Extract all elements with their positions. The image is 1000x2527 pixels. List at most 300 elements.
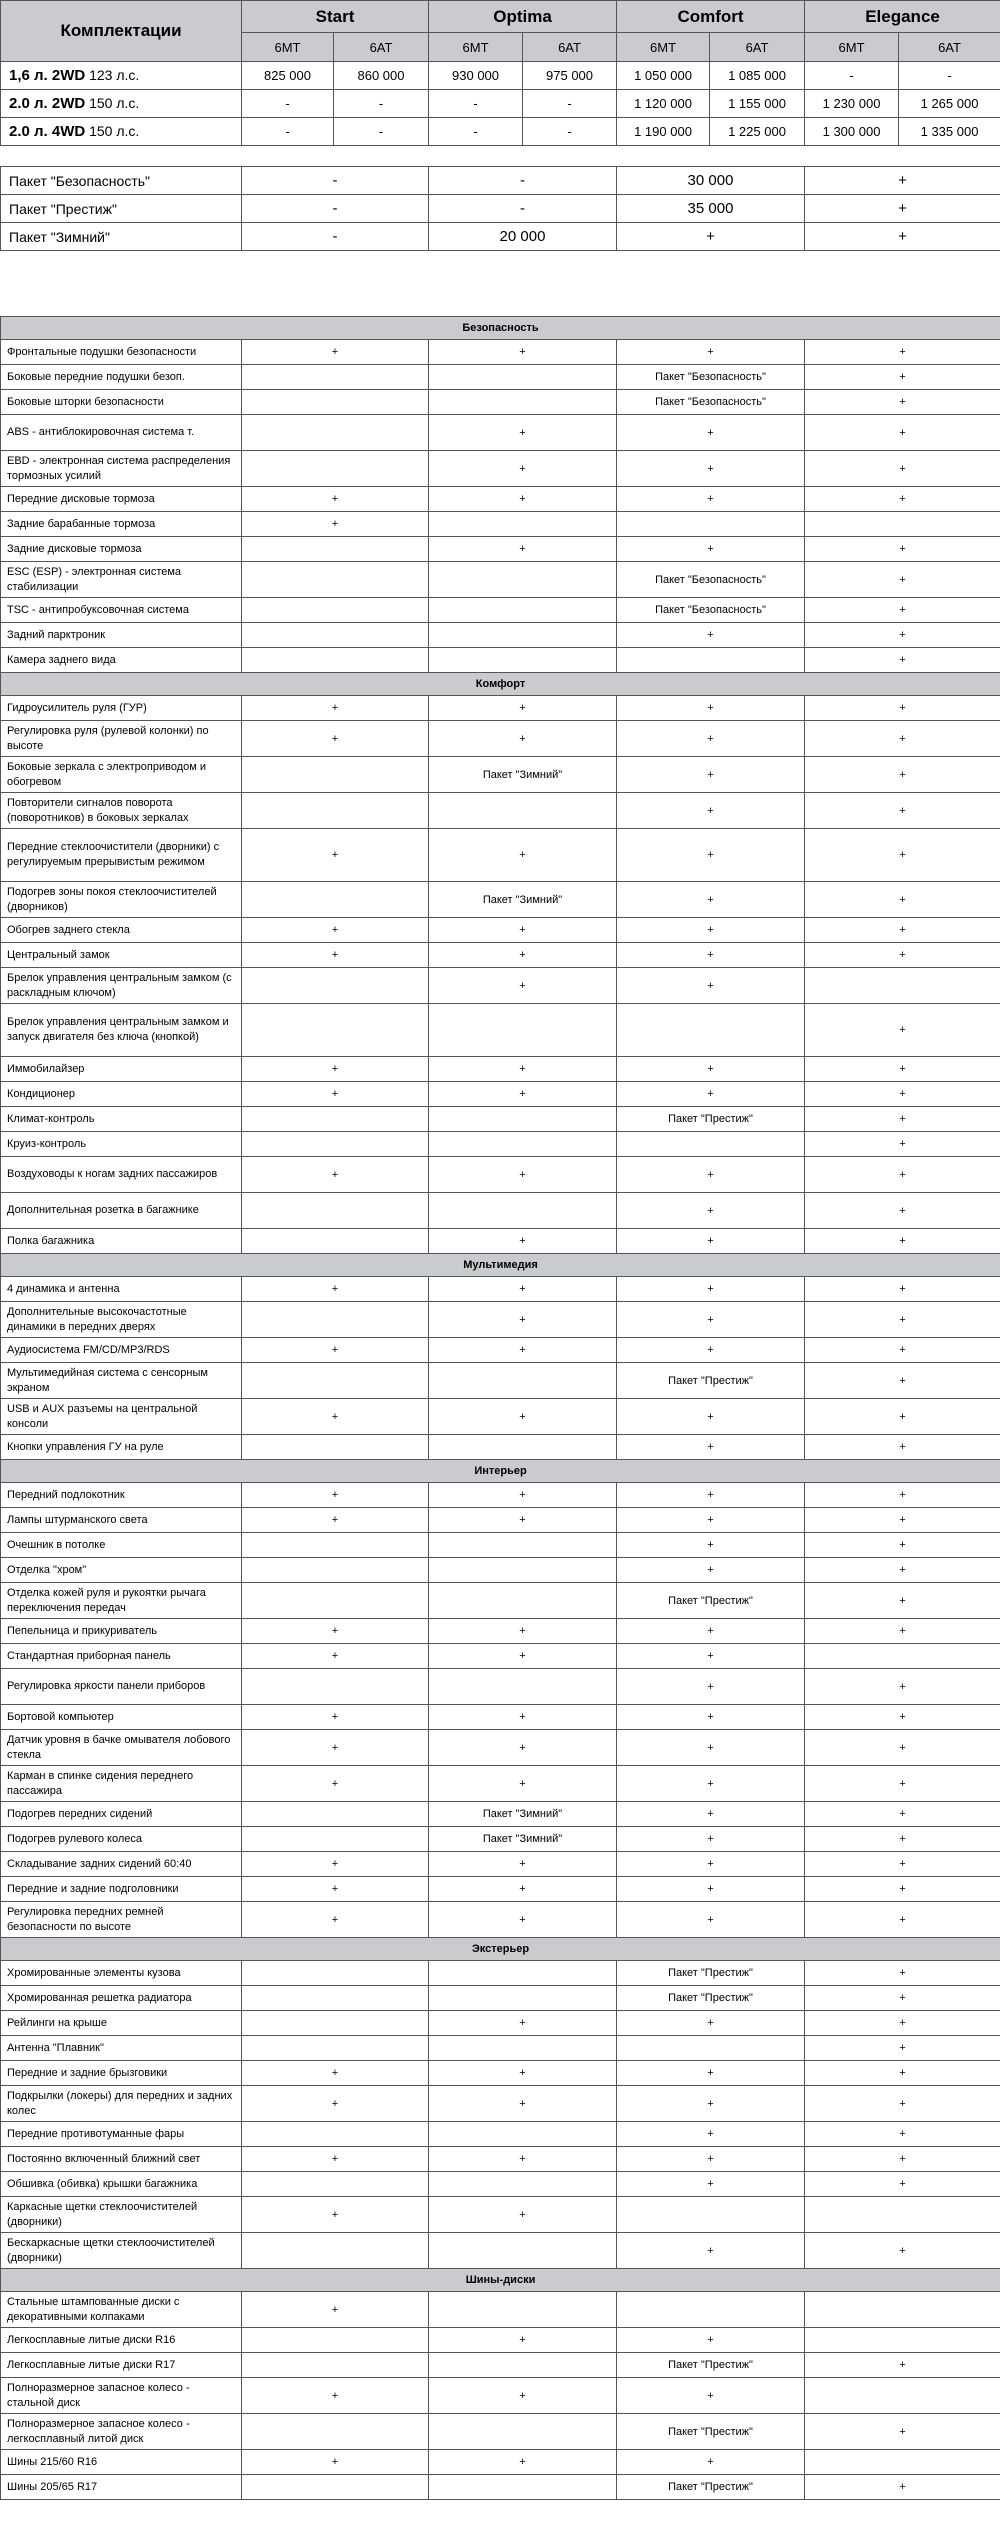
feature-value: + [429,1338,617,1363]
trim-name: Comfort [617,1,805,33]
feature-row [1,757,1000,793]
feature-value [242,1961,429,1986]
feature-value [242,2414,429,2450]
feature-name: Передние стеклоочистители (дворники) с регулируемым прерывистым режимом [1,829,242,882]
feature-value: Пакет "Престиж" [617,1107,805,1132]
feature-value: Пакет "Зимний" [429,1827,617,1852]
feature-value: + [242,943,429,968]
feature-row [1,623,1000,648]
feature-value [242,1363,429,1399]
price-cell: - [523,118,617,146]
feature-row [1,1302,1000,1338]
feature-value [805,512,1000,537]
section-header-row [1,1254,1000,1277]
feature-row [1,1705,1000,1730]
feature-name: Кнопки управления ГУ на руле [1,1435,242,1460]
feature-value: Пакет "Престиж" [617,1363,805,1399]
package-value: + [617,223,805,251]
price-cell: 975 000 [523,62,617,90]
feature-name: USB и AUX разъемы на центральной консоли [1,1399,242,1435]
feature-value [429,2036,617,2061]
feature-row [1,562,1000,598]
price-cell: 1 155 000 [710,90,805,118]
feature-value: + [242,1902,429,1938]
feature-value: + [429,1082,617,1107]
feature-name: Регулировка яркости панели приборов [1,1669,242,1705]
engine-name: 1,6 л. 2WD [9,67,86,84]
feature-row [1,598,1000,623]
feature-row [1,2197,1000,2233]
feature-name: Каркасные щетки стеклоочистителей (дворники) [1,2197,242,2233]
feature-name: Задние дисковые тормоза [1,537,242,562]
feature-row [1,1533,1000,1558]
feature-value: + [805,2061,1000,2086]
feature-value: + [617,1193,805,1229]
feature-value: + [617,537,805,562]
feature-name: Передние и задние брызговики [1,2061,242,2086]
feature-value: + [617,451,805,487]
package-value: 20 000 [429,223,617,251]
feature-name: Стальные штампованные диски с декоративными колпаками [1,2292,242,2328]
feature-name: Брелок управления центральным замком (с раскладным ключом) [1,968,242,1004]
feature-value: + [617,1483,805,1508]
feature-row [1,512,1000,537]
section-title: Безопасность [1,317,1000,340]
feature-row [1,1057,1000,1082]
feature-name: Бортовой компьютер [1,1705,242,1730]
package-row [1,195,1000,223]
feature-value [617,1132,805,1157]
engine-label [1,62,242,90]
feature-value: + [805,2233,1000,2269]
feature-name: Гидроусилитель руля (ГУР) [1,696,242,721]
feature-value: + [805,2414,1000,2450]
feature-row [1,1082,1000,1107]
feature-value: + [805,1619,1000,1644]
feature-name: Легкосплавные литые диски R17 [1,2353,242,2378]
feature-value [617,1004,805,1057]
feature-row [1,1961,1000,1986]
feature-value: + [242,1399,429,1435]
feature-value: + [805,943,1000,968]
feature-row [1,918,1000,943]
section-header-row [1,317,1000,340]
feature-row [1,340,1000,365]
feature-value: + [429,2328,617,2353]
feature-row [1,1193,1000,1229]
feature-value: + [805,415,1000,451]
engine-label [1,118,242,146]
transmission-header: 6AT [523,33,617,62]
feature-value: + [242,1057,429,1082]
feature-value: + [805,882,1000,918]
feature-value: + [617,2061,805,2086]
feature-value [429,1986,617,2011]
feature-value [429,598,617,623]
feature-row [1,1802,1000,1827]
feature-value: + [429,2147,617,2172]
feature-row [1,415,1000,451]
feature-row [1,1644,1000,1669]
package-row [1,167,1000,195]
feature-value: + [805,1852,1000,1877]
feature-value: + [242,829,429,882]
feature-value: + [617,2122,805,2147]
feature-value: Пакет "Престиж" [617,2475,805,2500]
feature-row [1,2353,1000,2378]
feature-value [242,451,429,487]
feature-value: + [805,1082,1000,1107]
feature-value [617,2036,805,2061]
feature-value: + [429,2450,617,2475]
feature-value: + [429,1277,617,1302]
engine-power: 123 л.с. [89,67,140,83]
feature-value: + [242,2061,429,2086]
feature-row [1,1483,1000,1508]
feature-row [1,2378,1000,2414]
feature-value: + [242,2086,429,2122]
feature-value: + [617,1877,805,1902]
feature-value: + [805,1132,1000,1157]
feature-value [242,793,429,829]
feature-row [1,1363,1000,1399]
feature-value [242,1132,429,1157]
feature-value [429,1107,617,1132]
feature-value [429,562,617,598]
feature-name: Стандартная приборная панель [1,1644,242,1669]
feature-value: + [805,1277,1000,1302]
feature-value: + [617,340,805,365]
feature-value: Пакет "Зимний" [429,757,617,793]
feature-name: Шины 205/65 R17 [1,2475,242,2500]
feature-value: + [429,968,617,1004]
feature-value: + [429,2086,617,2122]
feature-name: ESC (ESP) - электронная система стабилизации [1,562,242,598]
feature-value: + [805,1705,1000,1730]
transmission-header: 6AT [899,33,1000,62]
feature-value: + [242,512,429,537]
feature-name: EBD - электронная система распределения тормозных усилий [1,451,242,487]
feature-value: + [805,648,1000,673]
feature-row [1,1766,1000,1802]
feature-value [429,2475,617,2500]
feature-value [805,2450,1000,2475]
engine-row [1,118,1000,146]
feature-value [805,2292,1000,2328]
feature-value: + [242,1877,429,1902]
feature-value: + [617,968,805,1004]
price-cell: 930 000 [429,62,523,90]
feature-name: Подогрев рулевого колеса [1,1827,242,1852]
feature-value: + [429,415,617,451]
feature-value: + [617,2328,805,2353]
feature-value: + [617,1558,805,1583]
feature-row [1,1157,1000,1193]
feature-value: + [242,721,429,757]
feature-row [1,1338,1000,1363]
feature-value: + [242,1508,429,1533]
feature-name: Пепельница и прикуриватель [1,1619,242,1644]
transmission-header: 6MT [617,33,710,62]
feature-value: + [617,2147,805,2172]
feature-value: + [805,1558,1000,1583]
feature-row [1,487,1000,512]
feature-value: + [617,1730,805,1766]
feature-value: Пакет "Престиж" [617,1583,805,1619]
feature-name: Иммобилайзер [1,1057,242,1082]
feature-row [1,2061,1000,2086]
feature-value: + [242,2292,429,2328]
feature-value: + [805,2086,1000,2122]
feature-name: Хромированная решетка радиатора [1,1986,242,2011]
feature-value: + [429,487,617,512]
feature-value [242,390,429,415]
feature-value: + [617,829,805,882]
feature-row [1,1619,1000,1644]
feature-value [429,1961,617,1986]
feature-row [1,2328,1000,2353]
feature-name: Воздуховоды к ногам задних пассажиров [1,1157,242,1193]
feature-value: + [805,793,1000,829]
feature-value: + [242,340,429,365]
feature-value [617,2292,805,2328]
feature-value: + [617,1057,805,1082]
feature-value: + [242,1082,429,1107]
feature-value: + [617,1644,805,1669]
feature-name: Передние и задние подголовники [1,1877,242,1902]
feature-name: Очешник в потолке [1,1533,242,1558]
feature-value: + [805,1766,1000,1802]
feature-value: + [805,1802,1000,1827]
feature-name: Полка багажника [1,1229,242,1254]
feature-name: Шины 215/60 R16 [1,2450,242,2475]
feature-value [617,2197,805,2233]
feature-row [1,1435,1000,1460]
feature-value: + [617,415,805,451]
feature-value [805,1644,1000,1669]
feature-value: + [805,340,1000,365]
feature-value [242,2011,429,2036]
feature-value [429,1193,617,1229]
feature-name: Легкосплавные литые диски R16 [1,2328,242,2353]
feature-value: + [617,1902,805,1938]
package-name: Пакет "Престиж" [1,195,242,223]
price-cell: 1 335 000 [899,118,1000,146]
price-cell: - [523,90,617,118]
feature-value: + [617,1229,805,1254]
feature-name: Аудиосистема FM/CD/MP3/RDS [1,1338,242,1363]
feature-value: + [805,365,1000,390]
feature-row [1,1132,1000,1157]
section-title: Шины-диски [1,2269,1000,2292]
package-name: Пакет "Безопасность" [1,167,242,195]
feature-name: Регулировка руля (рулевой колонки) по высоте [1,721,242,757]
feature-value: + [242,1766,429,1802]
feature-value: + [429,1157,617,1193]
feature-name: ABS - антиблокировочная система т. [1,415,242,451]
feature-value: + [617,1277,805,1302]
feature-value [242,2328,429,2353]
price-table [0,0,1000,146]
feature-name: Отделка кожей руля и рукоятки рычага переключения передач [1,1583,242,1619]
feature-row [1,648,1000,673]
feature-name: Датчик уровня в бачке омывателя лобового стекла [1,1730,242,1766]
feature-row [1,1508,1000,1533]
feature-value: Пакет "Безопасность" [617,390,805,415]
feature-value [429,2353,617,2378]
price-cell: - [429,90,523,118]
price-cell: 1 120 000 [617,90,710,118]
feature-value: + [805,562,1000,598]
feature-name: Климат-контроль [1,1107,242,1132]
price-cell: 1 225 000 [710,118,805,146]
feature-value: + [429,1619,617,1644]
section-title: Мультимедия [1,1254,1000,1277]
feature-value [242,2233,429,2269]
feature-name: Задние барабанные тормоза [1,512,242,537]
feature-value [242,623,429,648]
feature-name: Отделка "хром" [1,1558,242,1583]
feature-value: + [617,721,805,757]
feature-value: + [805,1902,1000,1938]
feature-value: + [805,487,1000,512]
package-value: - [429,195,617,223]
feature-value: + [805,1583,1000,1619]
feature-value [242,2122,429,2147]
feature-row [1,1277,1000,1302]
feature-value [242,1558,429,1583]
feature-value: + [429,829,617,882]
feature-row [1,2233,1000,2269]
feature-value: + [617,1338,805,1363]
feature-name: Передний подлокотник [1,1483,242,1508]
feature-name: Бескаркасные щетки стеклоочистителей (дворники) [1,2233,242,2269]
feature-value [242,1004,429,1057]
feature-value: + [617,1435,805,1460]
feature-value: + [805,1669,1000,1705]
feature-value [429,1669,617,1705]
feature-value: + [429,451,617,487]
feature-value: + [805,1730,1000,1766]
package-name: Пакет "Зимний" [1,223,242,251]
feature-value [242,882,429,918]
feature-value [242,2475,429,2500]
feature-name: Кондиционер [1,1082,242,1107]
feature-value [429,2172,617,2197]
feature-value: + [805,1157,1000,1193]
feature-row [1,943,1000,968]
feature-value: + [617,2086,805,2122]
feature-name: Обогрев заднего стекла [1,918,242,943]
feature-value: + [429,1877,617,1902]
feature-name: Боковые шторки безопасности [1,390,242,415]
feature-row [1,1229,1000,1254]
feature-value: + [429,721,617,757]
feature-name: Передние дисковые тормоза [1,487,242,512]
feature-value: + [805,623,1000,648]
feature-value [429,2292,617,2328]
section-title: Комфорт [1,673,1000,696]
feature-value: + [805,2147,1000,2172]
engine-row [1,62,1000,90]
feature-value [242,1827,429,1852]
feature-value: Пакет "Безопасность" [617,365,805,390]
feature-value: + [617,1399,805,1435]
feature-row [1,390,1000,415]
price-cell: - [429,118,523,146]
section-title: Интерьер [1,1460,1000,1483]
feature-value [242,1107,429,1132]
feature-value: + [805,829,1000,882]
feature-value: + [429,1483,617,1508]
feature-value: + [805,1435,1000,1460]
feature-value: + [805,2353,1000,2378]
feature-value [429,648,617,673]
price-cell: - [242,118,334,146]
feature-value: Пакет "Престиж" [617,2353,805,2378]
transmission-header: 6MT [242,33,334,62]
feature-value: + [617,918,805,943]
feature-value: + [617,1802,805,1827]
feature-value: + [242,918,429,943]
feature-row [1,365,1000,390]
feature-row [1,2450,1000,2475]
feature-row [1,1107,1000,1132]
price-cell: - [899,62,1000,90]
feature-value: + [805,757,1000,793]
package-value: - [429,167,617,195]
feature-value: + [242,1619,429,1644]
feature-value: + [805,1399,1000,1435]
package-value: + [805,223,1000,251]
feature-value: + [617,2378,805,2414]
feature-value: + [805,721,1000,757]
feature-value [805,2328,1000,2353]
feature-value: + [805,1483,1000,1508]
feature-value [242,1986,429,2011]
feature-value: + [242,487,429,512]
feature-value [242,1669,429,1705]
package-value: 35 000 [617,195,805,223]
section-header-row [1,1938,1000,1961]
feature-value: + [805,1827,1000,1852]
feature-value [242,537,429,562]
feature-value: + [805,696,1000,721]
trim-name: Optima [429,1,617,33]
feature-value: + [617,1766,805,1802]
package-value: - [242,167,429,195]
feature-value: + [805,2122,1000,2147]
feature-value [242,1533,429,1558]
feature-row [1,2414,1000,2450]
feature-value [805,2197,1000,2233]
feature-value: + [617,623,805,648]
feature-row [1,2147,1000,2172]
trim-name: Elegance [805,1,1000,33]
feature-value [805,968,1000,1004]
feature-value: + [805,918,1000,943]
feature-value [429,365,617,390]
feature-value: + [617,1669,805,1705]
feature-value: + [617,1302,805,1338]
feature-row [1,1669,1000,1705]
section-header-row [1,673,1000,696]
feature-name: Рейлинги на крыше [1,2011,242,2036]
package-value: - [242,223,429,251]
feature-row [1,1986,1000,2011]
price-cell: - [334,118,429,146]
feature-value: + [242,1705,429,1730]
